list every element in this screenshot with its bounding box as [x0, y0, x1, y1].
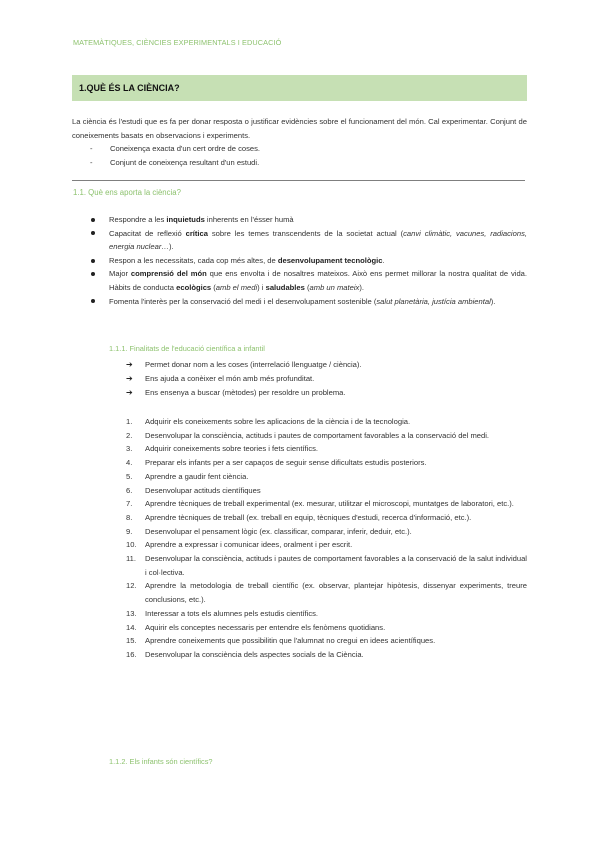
- item-number: 13.: [126, 608, 137, 618]
- bullet-list: [72, 213, 527, 308]
- item-text: Aquirir els conceptes necessaris per entendre els fenòmens quotidians.: [145, 622, 386, 632]
- arrow-list: [72, 358, 527, 399]
- subsubsection-heading: 1.1.1. Finalitats de l'educació científica a infantil: [109, 344, 265, 353]
- intro-paragraph: La ciència és l'estudi que es fa per donar resposta o justificar evidències sobre el funcionament del món. Cal experimentar. Conjunt de coneixements basats en observacions i experiments.: [72, 117, 527, 140]
- list-item: Fomenta l'interès per la conservació del medi i el desenvolupament sostenible (salut planetària, justícia ambiental).: [72, 295, 527, 309]
- item-number: 11.: [126, 554, 136, 564]
- list-item: Capacitat de reflexió crítica sobre les temes transcendents de la societat actual (canvi climàtic, vacunes, radiacions, energia nuclear…).: [72, 227, 527, 254]
- list-item: [72, 525, 527, 539]
- item-text: Desenvolupar el pensament lògic (ex. classificar, comparar, inferir, deduir, etc.).: [145, 526, 412, 536]
- item-text: Adquirir els coneixements sobre les aplicacions de la ciència i de la tecnologia.: [145, 417, 411, 426]
- item-number: 14.: [126, 622, 137, 632]
- list-item: [72, 442, 527, 456]
- list-item: [72, 429, 527, 443]
- item-text: Aprendre a gaudir fent ciència.: [145, 471, 249, 481]
- list-item: [72, 607, 527, 621]
- item-text: Desenvolupar actituds científiques: [145, 485, 261, 495]
- item-number: 16.: [126, 649, 137, 659]
- item-number: 9.: [126, 526, 133, 536]
- item-text: Preparar els infants per a ser capaços de seguir sense dificultats estudis posteriors.: [145, 458, 427, 468]
- list-item: Respon a les necessitats, cada cop més altes, de desenvolupament tecnològic.: [72, 254, 527, 268]
- item-number: 5.: [126, 471, 133, 481]
- horizontal-divider: [72, 180, 525, 181]
- right-arrow-icon: ➔: [126, 387, 133, 397]
- list-item: [72, 484, 527, 498]
- running-header: MATEMÀTIQUES, CIÈNCIES EXPERIMENTALS I EDUCACIÓ: [73, 38, 282, 47]
- item-text: Desenvolupar la consciència, actituds i pautes de comportament favorables a la conservació de la salut individual i col·lectiva.: [145, 554, 527, 577]
- item-number: 4.: [126, 458, 133, 468]
- intro-block: [72, 115, 527, 169]
- item-number: 2.: [126, 430, 133, 440]
- item-text: Aprendre la metodologia de treball científic (ex. observar, plantejar hipòtesis, dissenyar experiments, treure conclusions, etc.).: [145, 581, 527, 605]
- list-item: [72, 579, 527, 606]
- subsection-heading: 1.1. Què ens aporta la ciència?: [73, 188, 181, 197]
- list-item: [72, 634, 527, 648]
- item-number: 3.: [126, 444, 133, 454]
- item-text: Aprendre coneixements que possibilitin que l'alumnat no cregui en idees acientífiques.: [145, 636, 436, 646]
- item-text: Desenvolupar la consciència dels aspectes socials de la Ciència.: [145, 649, 364, 659]
- list-item: [72, 497, 527, 511]
- list-item: [72, 511, 527, 525]
- list-item: [72, 456, 527, 470]
- item-text: Aprendre tècniques de treball experimental (ex. mesurar, utilitzar el microscopi, muntatges de laboratori, etc.).: [145, 499, 514, 509]
- item-text: Adquirir coneixements sobre teories i fets científics.: [145, 444, 319, 454]
- definition-list: [72, 142, 527, 169]
- item-text: Aprendre tècniques de treball (ex. treball en equip, tècniques d'estudi, recerca d'informació, etc.).: [145, 512, 472, 522]
- item-text: Aprendre a expressar i comunicar idees, oralment i per escrit.: [145, 540, 353, 550]
- item-number: 15.: [126, 636, 137, 646]
- right-arrow-icon: ➔: [126, 360, 133, 369]
- item-number: 7.: [126, 499, 133, 509]
- list-item: [72, 648, 527, 662]
- list-item: Major comprensió del món que ens envolta i de nosaltres mateixos. Això ens permet millorar la nostra qualitat de vida. Hàbits de conducta ecològics (amb el medi) i saludables (amb un mateix).: [72, 267, 527, 294]
- list-item: ➔ Ens ensenya a buscar (mètodes) per resoldre un problema.: [72, 386, 527, 400]
- list-item: Respondre a les inquietuds inherents en l'ésser humà: [72, 213, 527, 227]
- list-item: [72, 621, 527, 635]
- subsubsection-heading: 1.1.2. Els infants són científics?: [109, 757, 213, 766]
- list-item: - Coneixença exacta d'un cert ordre de coses.: [90, 142, 527, 156]
- item-number: 8.: [126, 512, 133, 522]
- list-item: [72, 415, 527, 429]
- item-number: 10.: [126, 540, 137, 550]
- list-item: [72, 538, 527, 552]
- item-text: Interessar a tots els alumnes pels estudis científics.: [145, 608, 319, 618]
- list-item: [72, 470, 527, 484]
- item-number: 1.: [126, 417, 133, 426]
- numbered-list: [72, 415, 527, 662]
- section-title: 1.QUÈ ÉS LA CIÈNCIA?: [79, 83, 180, 93]
- list-item: - Conjunt de coneixença resultant d'un estudi.: [90, 156, 527, 170]
- item-number: 12.: [126, 581, 137, 591]
- item-text: Desenvolupar la consciència, actituds i pautes de comportament favorables a la conservació del medi.: [145, 430, 490, 440]
- list-item: ➔ Ens ajuda a conèixer el món amb més profunditat.: [72, 372, 527, 386]
- right-arrow-icon: ➔: [126, 373, 133, 383]
- section-title-bar: [72, 75, 527, 101]
- item-number: 6.: [126, 485, 133, 495]
- list-item: ➔ Permet donar nom a les coses (interrelació llenguatge / ciència).: [72, 358, 527, 372]
- list-item: [72, 552, 527, 579]
